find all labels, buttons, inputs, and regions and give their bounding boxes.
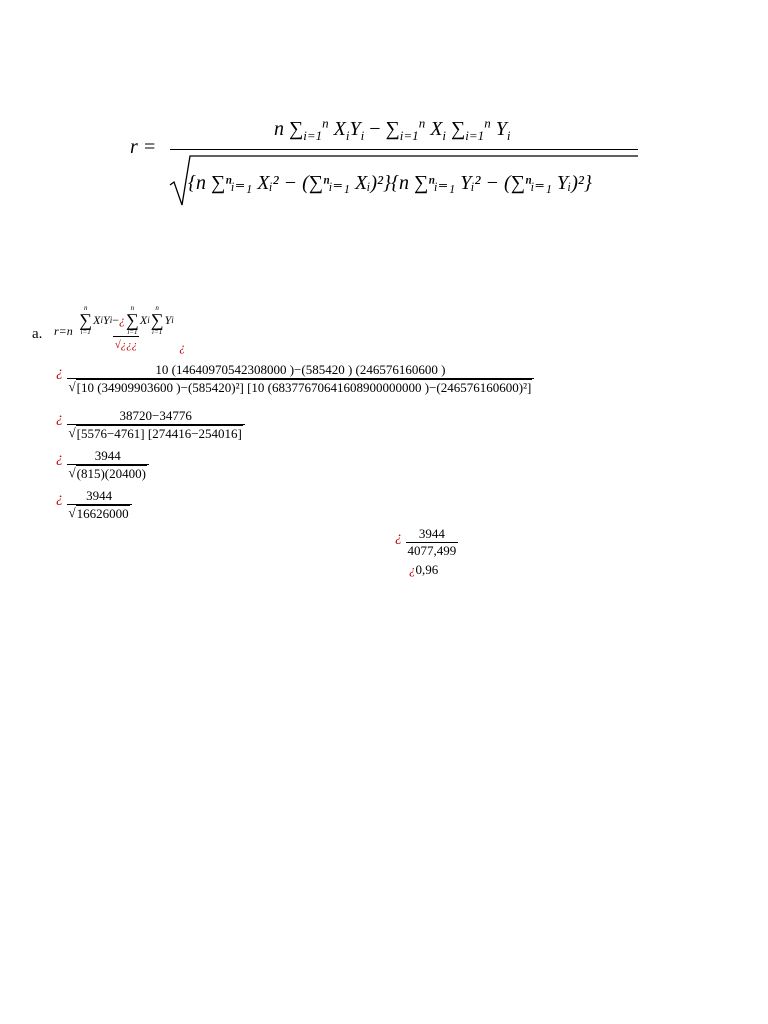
eq3-numerator: 3944	[94, 448, 121, 463]
eq6-value: 0,96	[415, 562, 439, 577]
eq3-denominator: √ (815)(20400)	[67, 464, 149, 482]
eq6-mark: ¿	[409, 562, 416, 577]
eq5-mark: ¿	[395, 530, 402, 546]
formula-lhs: r =	[130, 136, 157, 158]
eq5-fraction	[406, 525, 459, 559]
working-eq0	[54, 304, 185, 353]
eq0-fraction: n ∑ i=1 X i Y i − ¿ n ∑ i=1 X i n ∑ i=1 Y i √¿¿¿	[79, 304, 174, 351]
eq1-fraction	[67, 361, 535, 396]
eq2-numerator: 38720−34776	[119, 408, 192, 423]
formula-denominator: {n ∑ⁿᵢ₌₁ Xᵢ² − (∑ⁿᵢ₌₁ Xᵢ)²}{n ∑ⁿᵢ₌₁ Yᵢ² − (∑ⁿᵢ₌₁ Yᵢ)²}	[188, 172, 592, 194]
working-eq4	[56, 487, 132, 522]
working-eq6	[409, 562, 438, 578]
formula-fraction-bar	[170, 149, 638, 150]
eq1-denominator: √ [10 (34909903600 )−(585420)²] [10 (68377670641608900000000 )−(246576160600)²]	[67, 378, 535, 396]
eq1-numerator: 10 (14640970542308000 )−(585420 ) (246576160600 )	[155, 362, 446, 377]
eq2-mark: ¿	[56, 410, 63, 426]
eq2-fraction	[67, 407, 245, 442]
eq4-denominator: √ 16626000	[67, 504, 132, 522]
eq4-numerator: 3944	[86, 488, 113, 503]
formula-numerator: n $\sum_{i=1}^n$ $X_iY_i - \sum_{i=1}^n$ $X_i$ $\sum_{i=1}^n$ $Y_i$	[274, 115, 511, 143]
working-eq5	[395, 525, 458, 559]
eq4-mark: ¿	[56, 490, 63, 506]
eq0-lhs: r=n	[54, 324, 73, 338]
eq0-denominator: √¿¿¿	[113, 336, 140, 353]
eq5-denominator: 4077,499	[407, 543, 457, 558]
eq0-tail-mark: ¿	[179, 340, 186, 354]
working-label: a.	[32, 326, 43, 342]
eq4-fraction	[67, 487, 132, 522]
eq3-fraction	[67, 447, 149, 482]
eq5-numerator: 3944	[418, 526, 445, 541]
working-eq2	[56, 407, 245, 442]
correlation-formula	[0, 0, 768, 230]
eq1-mark: ¿	[56, 364, 63, 380]
eq3-mark: ¿	[56, 450, 63, 466]
working-eq1	[56, 361, 534, 396]
eq2-denominator: √ [5576−4761] [274416−254016]	[67, 424, 245, 442]
working-eq3	[56, 447, 149, 482]
